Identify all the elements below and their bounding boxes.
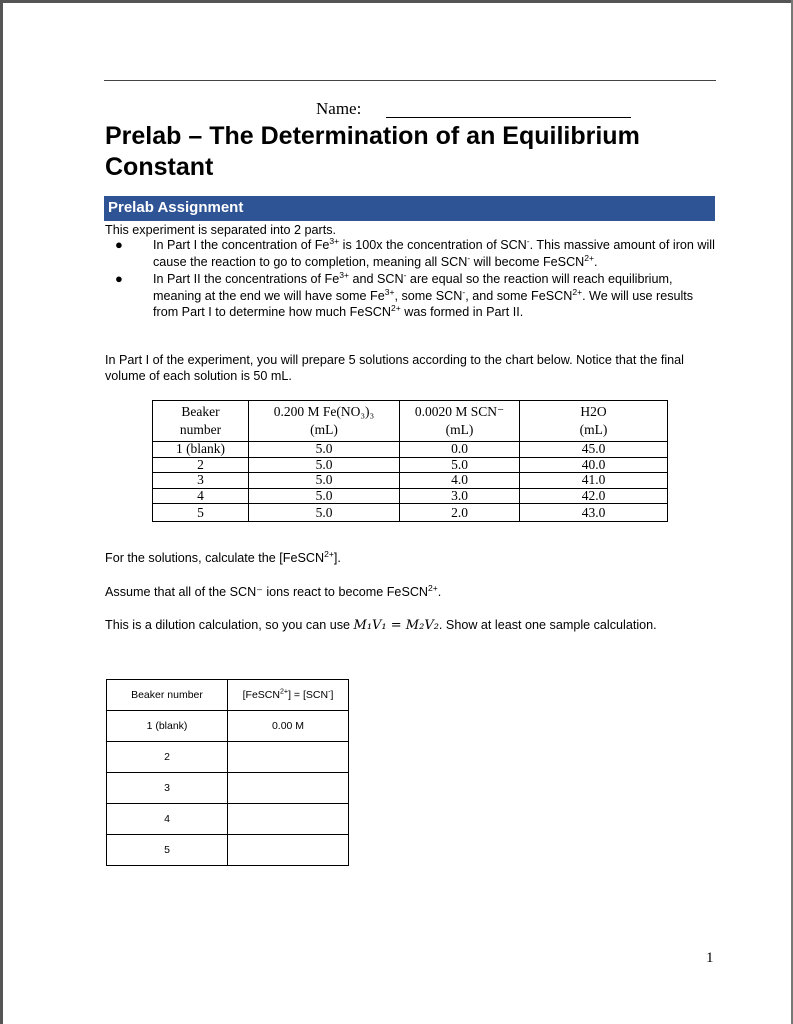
name-label: Name: bbox=[316, 99, 362, 118]
header-beaker-number: Beaker number bbox=[107, 680, 228, 711]
table-row bbox=[153, 473, 668, 489]
header-rule bbox=[104, 80, 716, 81]
cell-concentration[interactable]: 0.00 M bbox=[228, 711, 349, 742]
cell-fe: 5.0 bbox=[249, 442, 400, 458]
title-line-1: Prelab – The Determination of an Equilibrium bbox=[105, 122, 640, 150]
cell-beaker: 5 bbox=[107, 835, 228, 866]
cell-beaker: 2 bbox=[153, 457, 249, 473]
cell-scn: 5.0 bbox=[400, 457, 520, 473]
dilution-instruction: This is a dilution calculation, so you can use M₁V₁ = M₂V₂. Show at least one sample calculation. bbox=[105, 618, 657, 633]
intro-text: This experiment is separated into 2 parts. bbox=[105, 223, 336, 237]
table-row bbox=[153, 442, 668, 458]
cell-beaker: 1 (blank) bbox=[107, 711, 228, 742]
part1-paragraph: In Part I of the experiment, you will prepare 5 solutions according to the chart below. Notice that the final volume of each solution is 50 mL. bbox=[105, 353, 684, 383]
cell-beaker: 3 bbox=[107, 773, 228, 804]
section-banner bbox=[104, 196, 715, 221]
cell-fe: 5.0 bbox=[249, 504, 400, 522]
name-field-line[interactable] bbox=[386, 117, 631, 118]
cell-beaker: 4 bbox=[153, 488, 249, 504]
table-row bbox=[107, 804, 349, 835]
cell-scn: 2.0 bbox=[400, 504, 520, 522]
bullet-list bbox=[105, 237, 720, 322]
cell-water: 45.0 bbox=[520, 442, 668, 458]
cell-water: 41.0 bbox=[520, 473, 668, 489]
table-row bbox=[107, 835, 349, 866]
bullet-icon: ● bbox=[115, 237, 123, 252]
page-edge-top bbox=[0, 0, 793, 3]
table-row bbox=[107, 773, 349, 804]
table-row bbox=[153, 457, 668, 473]
bullet-part-1: ● In Part I the concentration of $Fe^{3+}$ is 100x the concentration of SCN-. This massive amount of iron will cause the reaction to go to completion, meaning all SCN- will become FeSCN$^{2+}$. bbox=[115, 235, 715, 269]
page-number: 1 bbox=[706, 950, 714, 966]
header-concentration: [FeSCN$^{2+}$] = [SCN-] bbox=[228, 680, 349, 711]
page-edge-left bbox=[0, 0, 3, 1024]
cell-scn: 0.0 bbox=[400, 442, 520, 458]
table-row bbox=[107, 711, 349, 742]
table-header-row bbox=[107, 680, 349, 711]
assumption-text: Assume that all of the SCN⁻ ions react to become FeSCN$^{2+}$. bbox=[105, 582, 442, 599]
header-beaker: Beaker number bbox=[153, 401, 249, 442]
cell-concentration[interactable] bbox=[228, 773, 349, 804]
cell-beaker: 2 bbox=[107, 742, 228, 773]
bullet-icon: ● bbox=[115, 271, 123, 286]
cell-beaker: 1 (blank) bbox=[153, 442, 249, 458]
cell-fe: 5.0 bbox=[249, 457, 400, 473]
cell-beaker: 5 bbox=[153, 504, 249, 522]
cell-concentration[interactable] bbox=[228, 742, 349, 773]
header-water: H2O (mL) bbox=[520, 401, 668, 442]
table-header-row bbox=[153, 401, 668, 442]
table-row bbox=[153, 504, 668, 522]
section-heading: Prelab Assignment bbox=[108, 199, 244, 216]
cell-fe: 5.0 bbox=[249, 488, 400, 504]
cell-concentration[interactable] bbox=[228, 804, 349, 835]
cell-water: 40.0 bbox=[520, 457, 668, 473]
solutions-instruction: For the solutions, calculate the [FeSCN$^{2+}$]. bbox=[105, 548, 341, 565]
cell-scn: 4.0 bbox=[400, 473, 520, 489]
header-scn: 0.0020 M SCN⁻ (mL) bbox=[400, 401, 520, 442]
cell-fe: 5.0 bbox=[249, 473, 400, 489]
table-row bbox=[107, 742, 349, 773]
cell-scn: 3.0 bbox=[400, 488, 520, 504]
cell-beaker: 4 bbox=[107, 804, 228, 835]
concentration-table bbox=[106, 679, 349, 866]
cell-water: 43.0 bbox=[520, 504, 668, 522]
solutions-table bbox=[152, 400, 668, 522]
table-row bbox=[153, 488, 668, 504]
cell-water: 42.0 bbox=[520, 488, 668, 504]
title-line-2: Constant bbox=[105, 153, 214, 181]
bullet-part-2: ● In Part II the concentrations of $Fe^{3+}$ and SCN- are equal so the reaction will reach equilibrium, meaning at the end we will have some $Fe^{3+}$, some SCN-, and some FeSCN$^{2+}$. We will use results from Part I to determine how much FeSCN$^{2+}$ was formed in Part II. bbox=[115, 269, 694, 319]
page-title bbox=[105, 121, 705, 183]
cell-concentration[interactable] bbox=[228, 835, 349, 866]
header-iron-nitrate: 0.200 M Fe(NO₃)₃ (mL) bbox=[249, 401, 400, 442]
dilution-formula: M₁V₁ = M₂V₂ bbox=[353, 618, 439, 633]
cell-beaker: 3 bbox=[153, 473, 249, 489]
